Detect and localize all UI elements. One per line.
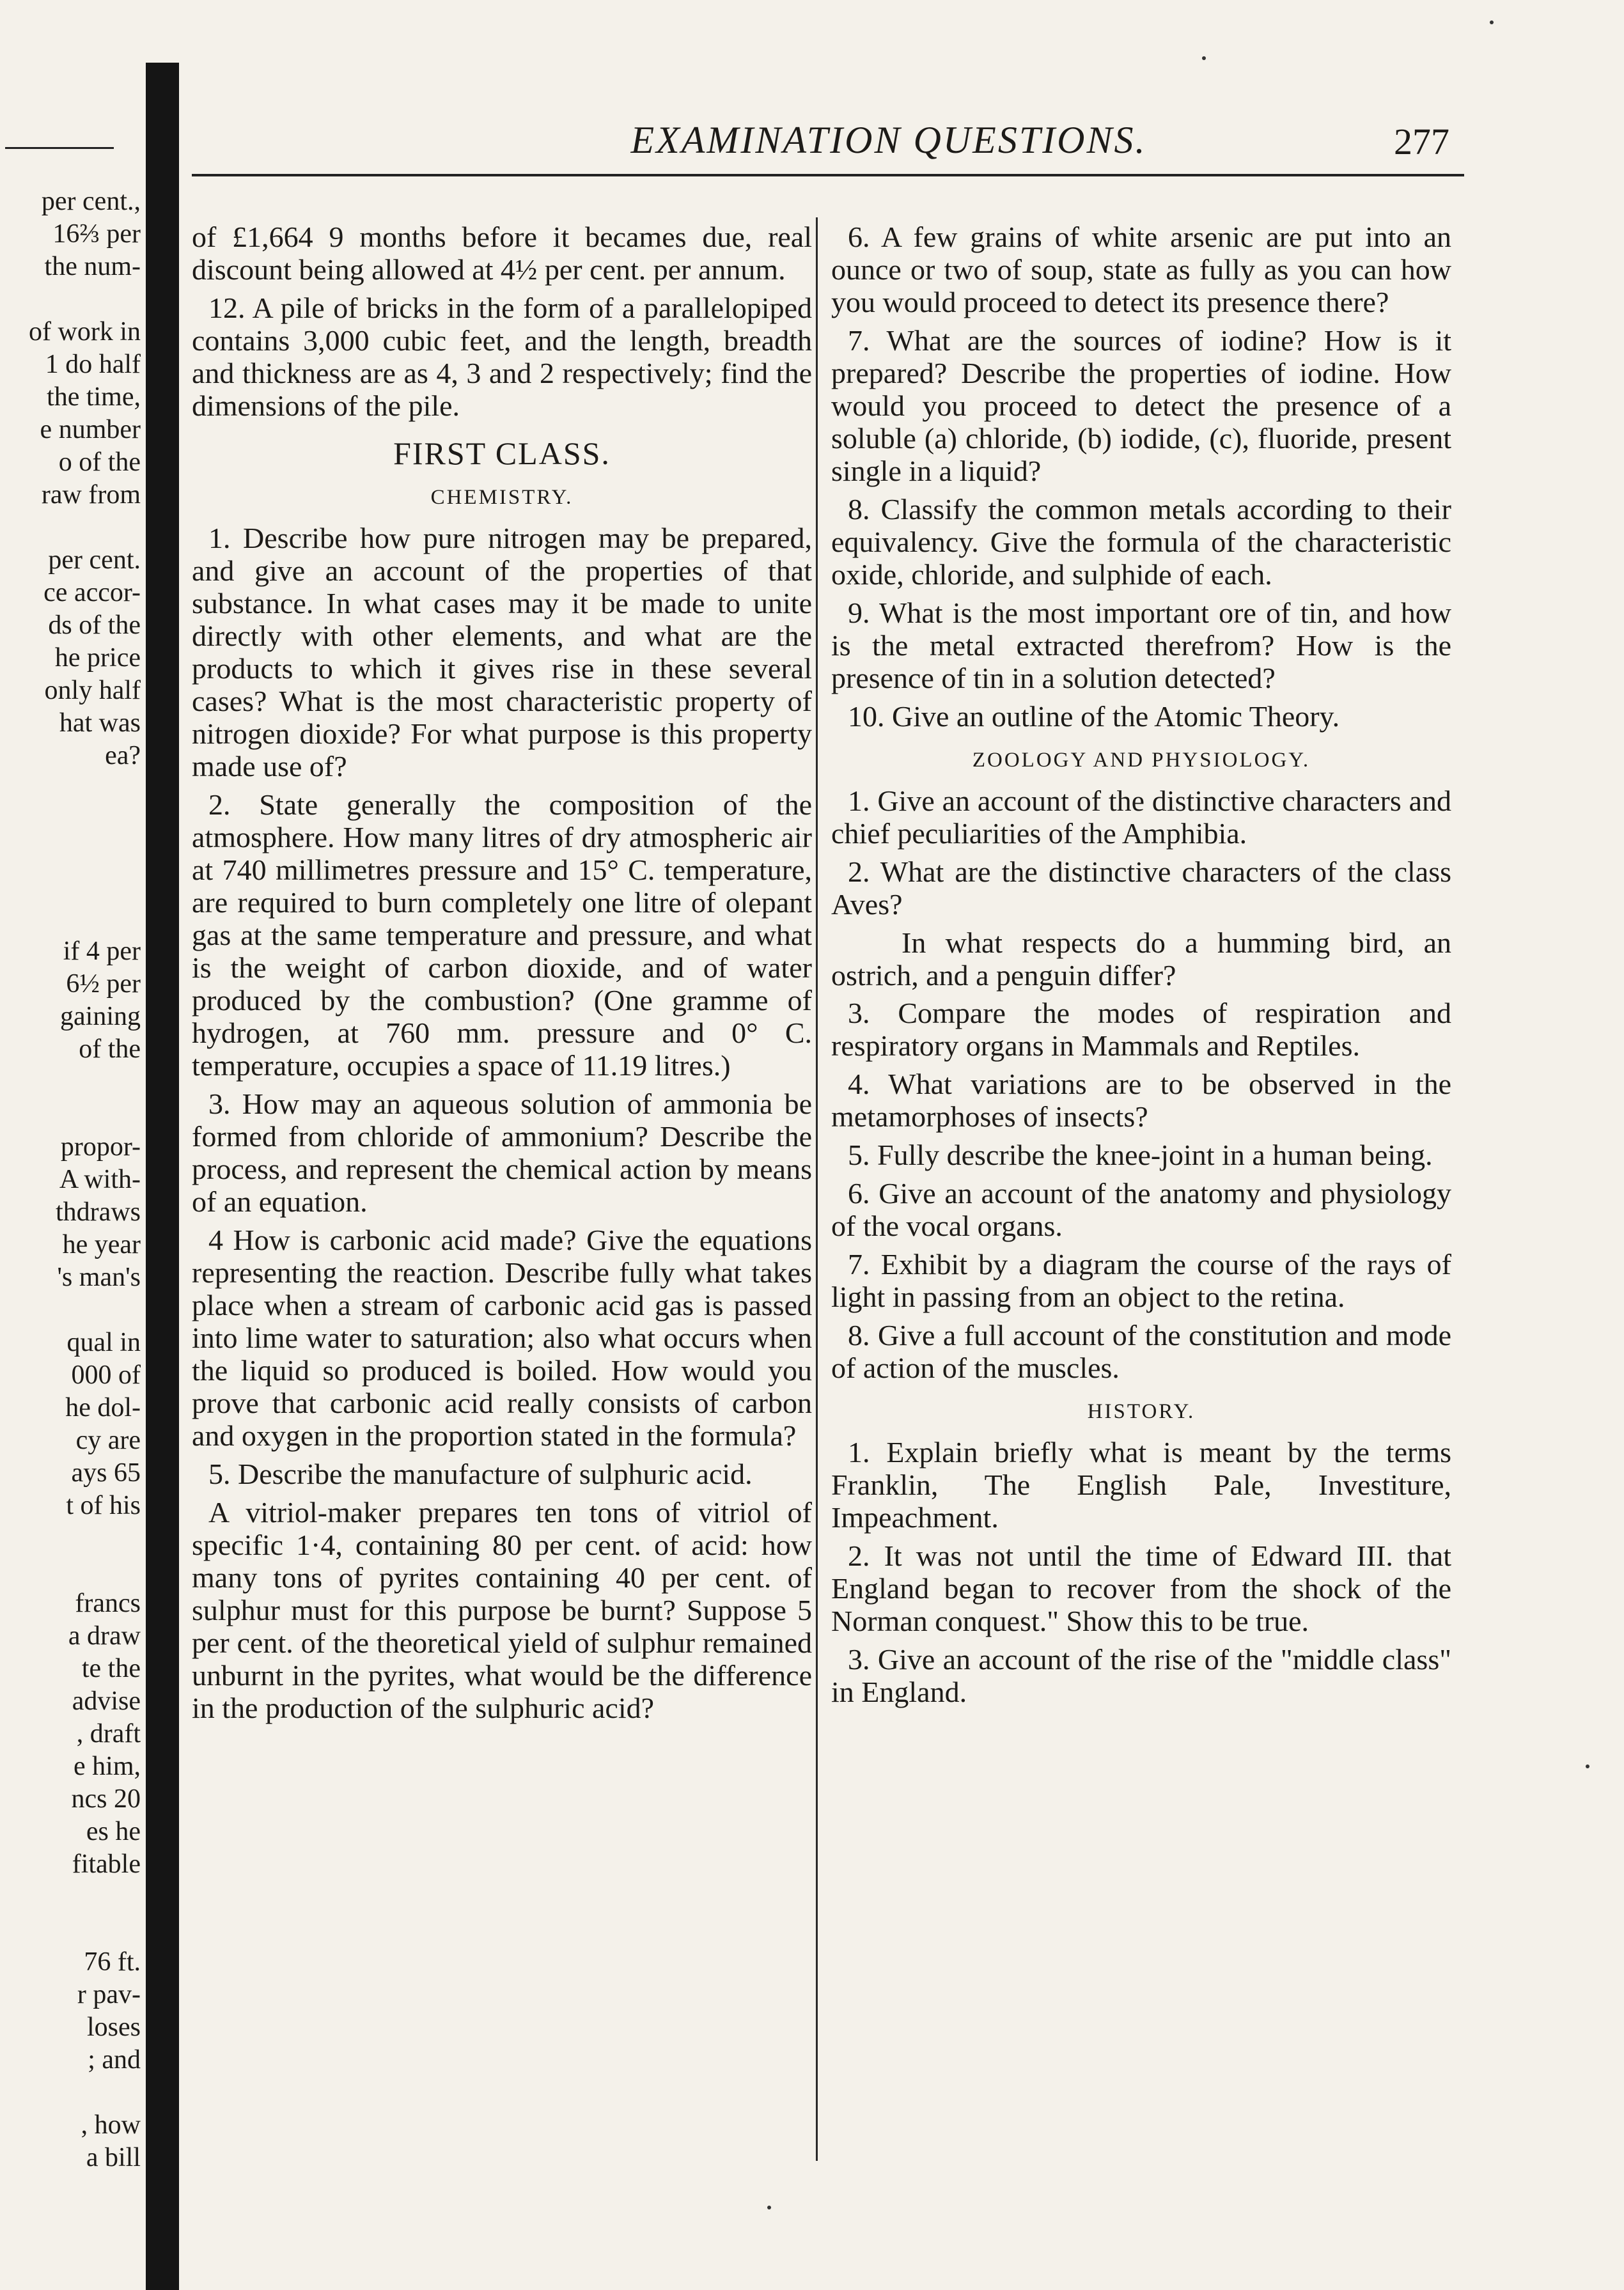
header-rule [192, 174, 1464, 176]
chemistry-question: 4 How is carbonic acid made? Give the equations representing the reaction. Describe fully what takes place when a stream of carbonic acid gas is passed into lime water to saturation; also what occurs when the liquid so produced is boiled. How would you prove that carbonic acid really consists of carbon and oxygen in the proportion stated in the formula? [192, 1224, 812, 1452]
chemistry-question: 9. What is the most important ore of tin, and how is the metal extracted therefrom? How is the presence of tin in a solution detected? [831, 596, 1451, 694]
fragment-line: the num- [44, 252, 141, 281]
chemistry-question: 8. Classify the common metals according to their equivalency. Give the formula of the characteristic oxide, chloride, and sulphide of each. [831, 493, 1451, 591]
class-heading: FIRST CLASS. [393, 435, 611, 471]
fragment-line: he year [62, 1230, 141, 1259]
fragment-line: ce accor- [43, 578, 141, 607]
fragment-line [6, 511, 141, 544]
chemistry-heading: CHEMISTRY. [430, 486, 574, 509]
zoology-question: 3. Compare the modes of respiration and respiratory organs in Mammals and Reptiles. [831, 997, 1451, 1062]
fragment-line: loses [87, 2013, 141, 2042]
chemistry-question: 5. Describe the manufacture of sulphuric acid. [208, 1458, 753, 1490]
fragment-line [6, 1098, 141, 1131]
history-question: 3. Give an account of the rise of the "middle class" in England. [831, 1643, 1451, 1708]
chemistry-question: 7. What are the sources of iodine? How is it prepared? Describe the properties of iodine. How would you proceed to detect the presence of a soluble (a) chloride, (b) iodide, (c), fluoride, present single in a liquid? [831, 324, 1451, 487]
zoology-heading: ZOOLOGY AND PHYSIOLOGY. [972, 749, 1311, 772]
fragment-line [6, 2076, 141, 2109]
right-column [831, 221, 1451, 1714]
history-question: 1. Explain briefly what is meant by the terms Franklin, The English Pale, Investiture, Impeachment. [831, 1436, 1451, 1534]
fragment-line: francs [75, 1589, 141, 1618]
fragment-line: ays 65 [71, 1458, 141, 1488]
fragment-line: 76 ft. [84, 1947, 141, 1977]
fragment-line: ; and [88, 2045, 141, 2075]
fragment-line: advise [72, 1686, 141, 1716]
chemistry-question: 2. State generally the composition of the atmosphere. How many litres of dry atmospheric air at 740 millimetres pressure and 15° C. temperature, are required to burn completely one litre of olepant gas at the same temperature and pressure, and what is the weight of carbon dioxide, and of water produced by the combustion? (One gramme of hydrogen, at 760 mm. pressure and 0° C. temperature, occupies a space of 11.19 litres.) [192, 788, 812, 1082]
column-divider [816, 217, 818, 2161]
fragment-line: cy are [75, 1426, 141, 1455]
fragment-line: e number [40, 415, 141, 444]
fragment-line: ncs 20 [71, 1784, 141, 1814]
zoology-question: 4. What variations are to be observed in the metamorphoses of insects? [831, 1068, 1451, 1133]
fragment-line: fitable [72, 1850, 141, 1879]
zoology-question: 7. Exhibit by a diagram the course of the rays of light in passing from an object to the retina. [831, 1248, 1451, 1313]
fragment-line [6, 805, 141, 837]
zoology-question: 1. Give an account of the distinctive characters and chief peculiarities of the Amphibia. [831, 784, 1451, 850]
scan-speck [1490, 20, 1494, 24]
fragment-line: , draft [76, 1719, 141, 1749]
fragment-line: A with- [59, 1165, 141, 1194]
page-number: 277 [1394, 121, 1449, 162]
fragment-line [6, 1555, 141, 1587]
fragment-line: t of his [66, 1491, 141, 1520]
fragment-line [6, 1294, 141, 1327]
binding-shadow [146, 63, 179, 2290]
fragment-line: only half [44, 676, 141, 705]
zoology-question: 6. Give an account of the anatomy and physiology of the vocal organs. [831, 1177, 1451, 1242]
fragment-line [6, 772, 141, 805]
chemistry-question: 1. Describe how pure nitrogen may be prepared, and give an account of the properties of that substance. In what cases may it be made to unite directly with other elements, and what are the products to which it gives rise in these several cases? What is the most characteristic property of nitrogen dioxide? For what purpose is this property made use of? [192, 522, 812, 783]
fragment-line: ea? [105, 741, 141, 770]
chemistry-question: 3. How may an aqueous solution of ammonia be formed from chloride of ammonium? Describe the process, and represent the chemical action by means of an equation. [192, 1087, 812, 1218]
question-12: 12. A pile of bricks in the form of a parallelopiped contains 3,000 cubic feet, and the length, breadth and thickness are as 4, 3 and 2 respectively; find the dimensions of the pile. [192, 292, 812, 422]
history-heading: HISTORY. [1087, 1400, 1196, 1423]
fragment-line: if 4 per [63, 937, 141, 966]
scan-speck [1586, 1764, 1589, 1768]
fragment-line: per cent. [48, 545, 141, 575]
fragment-line: o of the [58, 448, 141, 477]
fragment-line: propor- [60, 1132, 141, 1162]
zoology-question: 5. Fully describe the knee-joint in a human being. [848, 1139, 1433, 1171]
fragment-line: ds of the [48, 611, 141, 640]
fragment-line: 000 of [71, 1360, 141, 1390]
zoology-subquestion: In what respects do a humming bird, an ostrich, and a penguin differ? [831, 926, 1451, 992]
fragment-line: es he [86, 1817, 141, 1846]
fragment-line: e him, [74, 1752, 141, 1781]
chemistry-problem: A vitriol-maker prepares ten tons of vitriol of specific 1·4, containing 80 per cent. of acid: how many tons of pyrites containing 40 per cent. of sulphur must for this purpose be burnt? Suppose 5 per cent. of the theoretical yield of sulphur remained unburnt in the pyrites, what would be the difference in the production of the sulphuric acid? [192, 1496, 812, 1724]
fragment-line: of the [79, 1034, 141, 1064]
running-head: EXAMINATION QUESTIONS. [630, 119, 1147, 161]
fragment-line: , how [81, 2110, 141, 2140]
fragment-line: per cent., [41, 187, 141, 216]
fragment-line: te the [81, 1654, 141, 1683]
fragment-line [6, 837, 141, 870]
fragment-line [6, 1913, 141, 1946]
fragment-line: hat was [59, 708, 141, 738]
fragment-line: a draw [68, 1621, 141, 1651]
fragment-line: of work in [29, 317, 141, 347]
fragment-line: 16⅔ per [52, 219, 141, 249]
fragment-line: a bill [86, 2143, 141, 2172]
fragment-line: raw from [41, 480, 141, 510]
fragment-line [6, 1522, 141, 1555]
chemistry-question: 6. A few grains of white arsenic are put into an ounce or two of soup, state as fully as you can how you would proceed to detect its presence there? [831, 221, 1451, 318]
adjacent-page-fragment [6, 185, 141, 2174]
fragment-line: qual in [66, 1328, 141, 1357]
fragment-line: 's man's [57, 1263, 141, 1292]
fragment-line: gaining [60, 1002, 141, 1031]
fragment-line [6, 903, 141, 935]
fragment-line: he dol- [65, 1393, 141, 1422]
left-column [192, 221, 812, 1730]
fragment-line [6, 1066, 141, 1098]
zoology-question: 2. What are the distinctive characters of the class Aves? [831, 855, 1451, 921]
fragment-line: r pav- [77, 1980, 141, 2009]
history-question: 2. It was not until the time of Edward III. that England began to recover from the shock of the Norman conquest." Show this to be true. [831, 1539, 1451, 1637]
fragment-line: 1 do half [45, 350, 141, 379]
scan-speck [1202, 56, 1206, 60]
zoology-question: 8. Give a full account of the constitution and mode of action of the muscles. [831, 1319, 1451, 1384]
intro-continuation: of £1,664 9 months before it becames due, real discount being allowed at 4½ per cent. per annum. [192, 221, 812, 286]
fragment-line: thdraws [56, 1197, 141, 1227]
scan-speck [767, 2206, 771, 2209]
fragment-line: he price [54, 643, 141, 673]
fragment-line: 6½ per [66, 969, 141, 999]
chemistry-question: 10. Give an outline of the Atomic Theory. [848, 700, 1340, 733]
fragment-line [6, 283, 141, 316]
header-rule-fragment [5, 147, 114, 149]
fragment-line [6, 1881, 141, 1913]
fragment-line: the time, [47, 382, 141, 412]
fragment-line [6, 870, 141, 903]
